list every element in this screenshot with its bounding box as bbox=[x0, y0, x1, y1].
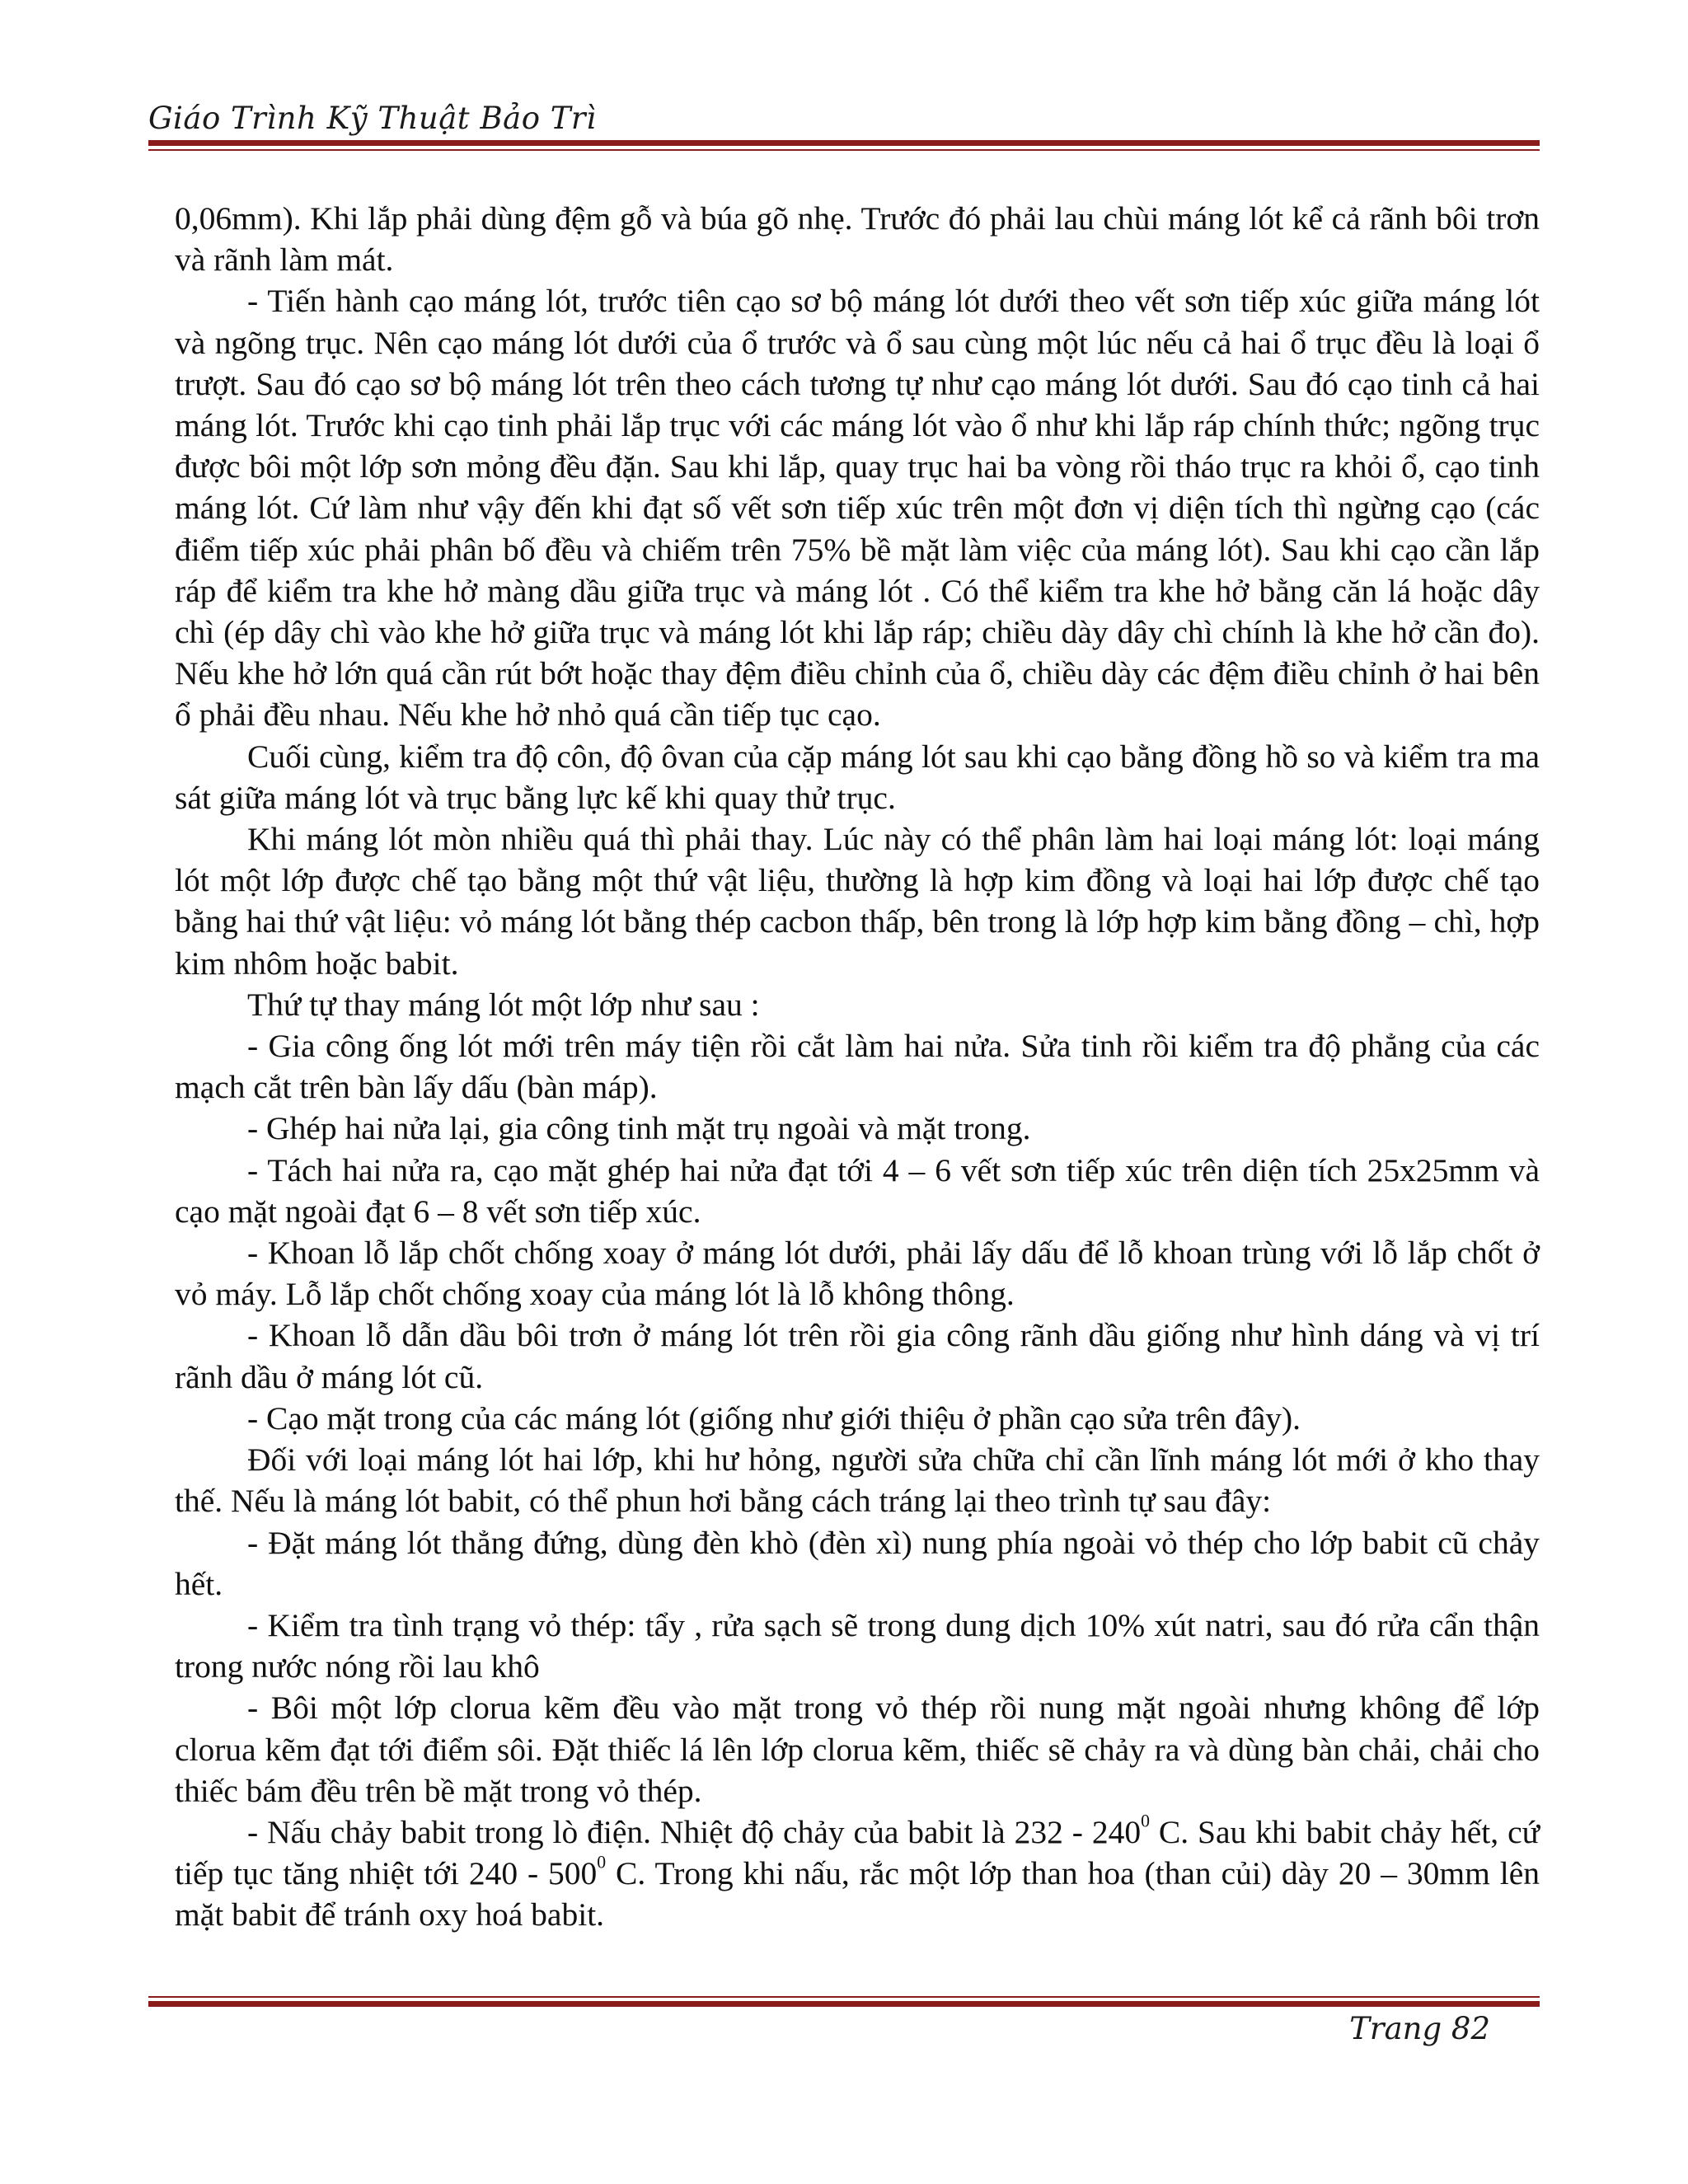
superscript-degree: 0 bbox=[1141, 1811, 1150, 1831]
paragraph: - Cạo mặt trong của các máng lót (giống như giới thiệu ở phần cạo sửa trên đây). bbox=[247, 1399, 1301, 1436]
paragraph: - Bôi một lớp clorua kẽm đều vào mặt trong vỏ thép rồi nung mặt ngoài nhưng không để lớp clorua kẽm đạt tới điểm sôi. Đặt thiếc lá lên lớp clorua kẽm, thiếc sẽ chảy ra và dùng bàn chải, chải cho thiếc bám đều trên bề mặt trong vỏ thép. bbox=[175, 1690, 1540, 1809]
superscript-degree: 0 bbox=[597, 1852, 607, 1872]
paragraph: 0,06mm). Khi lắp phải dùng đệm gỗ và búa gõ nhẹ. Trước đó phải lau chùi máng lót kể cả rãnh bôi trơn và rãnh làm mát. bbox=[175, 200, 1540, 279]
paragraph: - Đặt máng lót thẳng đứng, dùng đèn khò (đèn xì) nung phía ngoài vỏ thép cho lớp babit cũ chảy hết. bbox=[175, 1524, 1540, 1602]
paragraph: - Gia công ống lót mới trên máy tiện rồi cắt làm hai nửa. Sửa tinh rồi kiểm tra độ phẳng của các mạch cắt trên bàn lấy dấu (bàn máp). bbox=[175, 1028, 1540, 1106]
paragraph: - Kiểm tra tình trạng vỏ thép: tẩy , rửa sạch sẽ trong dung dịch 10% xút natri, sau đó rửa cẩn thận trong nước nóng rồi lau khô bbox=[175, 1606, 1540, 1685]
paragraph: - Tiến hành cạo máng lót, trước tiên cạo sơ bộ máng lót dưới theo vết sơn tiếp xúc giữa máng lót và ngõng trục. Nên cạo máng lót dưới của ổ trước và ổ sau cùng một lúc nếu cả hai ổ trục đều là loại ổ trượt. Sau đó cạo sơ bộ máng lót trên theo cách tương tự như cạo máng lót dưới. Sau đó cạo tinh cả hai máng lót. Trước khi cạo tinh phải lắp trục với các máng lót vào ổ như khi lắp ráp chính thức; ngõng trục được bôi một lớp sơn mỏng đều đặn. Sau khi lắp, quay trục hai ba vòng rồi tháo trục ra khỏi ổ, cạo tinh máng lót. Cứ làm như vậy đến khi đạt số vết sơn tiếp xúc trên một đơn vị diện tích thì ngừng cạo (các điểm tiếp xúc phải phân bố đều và chiếm trên 75% bề mặt làm việc của máng lót). Sau khi cạo cần lắp ráp để kiểm tra khe hở màng dầu giữa trục và máng lót . Có thể kiểm tra khe hở bằng căn lá hoặc dây chì (ép dây chì vào khe hở giữa trục và máng lót khi lắp ráp; chiều dày dây chì chính là khe hở cần đo). Nếu khe hở lớn quá cần rút bớt hoặc thay đệm điều chỉnh của ổ, chiều dày các đệm điều chỉnh ở hai bên ổ phải đều nhau. Nếu khe hở nhỏ quá cần tiếp tục cạo. bbox=[175, 283, 1540, 733]
paragraph: Đối với loại máng lót hai lớp, khi hư hỏng, người sửa chữa chỉ cần lĩnh máng lót mới ở kho thay thế. Nếu là máng lót babit, có thể phun hơi bằng cách tráng lại theo trình tự sau đây: bbox=[175, 1441, 1540, 1520]
text-run: C. Trong khi nấu, rắc một lớp than hoa (than củi) dày 20 – 30mm lên mặt babit để tránh oxy hoá babit. bbox=[175, 1855, 1540, 1933]
text-run: C. Sau khi babit chảy hết, cứ tiếp tục tăng nhiệt tới 240 - 500 bbox=[175, 1813, 1540, 1892]
header-rule bbox=[148, 140, 1540, 151]
page-header-title: Giáo Trình Kỹ Thuật Bảo Trì bbox=[148, 101, 597, 136]
paragraph: - Tách hai nửa ra, cạo mặt ghép hai nửa đạt tới 4 – 6 vết sơn tiếp xúc trên diện tích 25x25mm và cạo mặt ngoài đạt 6 – 8 vết sơn tiếp xúc. bbox=[175, 1151, 1540, 1230]
body-text bbox=[175, 198, 1540, 1936]
paragraph: - Khoan lỗ dẫn dầu bôi trơn ở máng lót trên rồi gia công rãnh dầu giống như hình dáng và vị trí rãnh dầu ở máng lót cũ. bbox=[175, 1317, 1540, 1395]
paragraph: Khi máng lót mòn nhiều quá thì phải thay. Lúc này có thể phân làm hai loại máng lót: loại máng lót một lớp được chế tạo bằng một thứ vật liệu, thường là hợp kim đồng và loại hai lớp được chế tạo bằng hai thứ vật liệu: vỏ máng lót bằng thép cacbon thấp, bên trong là lớp hợp kim bằng đồng – chì, hợp kim nhôm hoặc babit. bbox=[175, 821, 1540, 982]
paragraph-babit-melting bbox=[175, 1811, 1540, 1936]
footer-rule bbox=[148, 1996, 1540, 2007]
text-run: - Nấu chảy babit trong lò điện. Nhiệt độ chảy của babit là 232 - 240 bbox=[247, 1813, 1142, 1850]
page-number: Trang 82 bbox=[1349, 2011, 1490, 2046]
paragraph: Thứ tự thay máng lót một lớp như sau : bbox=[247, 986, 760, 1023]
paragraph: Cuối cùng, kiểm tra độ côn, độ ôvan của cặp máng lót sau khi cạo bằng đồng hồ so và kiểm tra ma sát giữa máng lót và trục bằng lực kế khi quay thử trục. bbox=[175, 738, 1540, 816]
paragraph: - Khoan lỗ lắp chốt chống xoay ở máng lót dưới, phải lấy dấu để lỗ khoan trùng với lỗ lắp chốt ở vỏ máy. Lỗ lắp chốt chống xoay của máng lót là lỗ không thông. bbox=[175, 1235, 1540, 1313]
paragraph: - Ghép hai nửa lại, gia công tinh mặt trụ ngoài và mặt trong. bbox=[247, 1110, 1031, 1147]
